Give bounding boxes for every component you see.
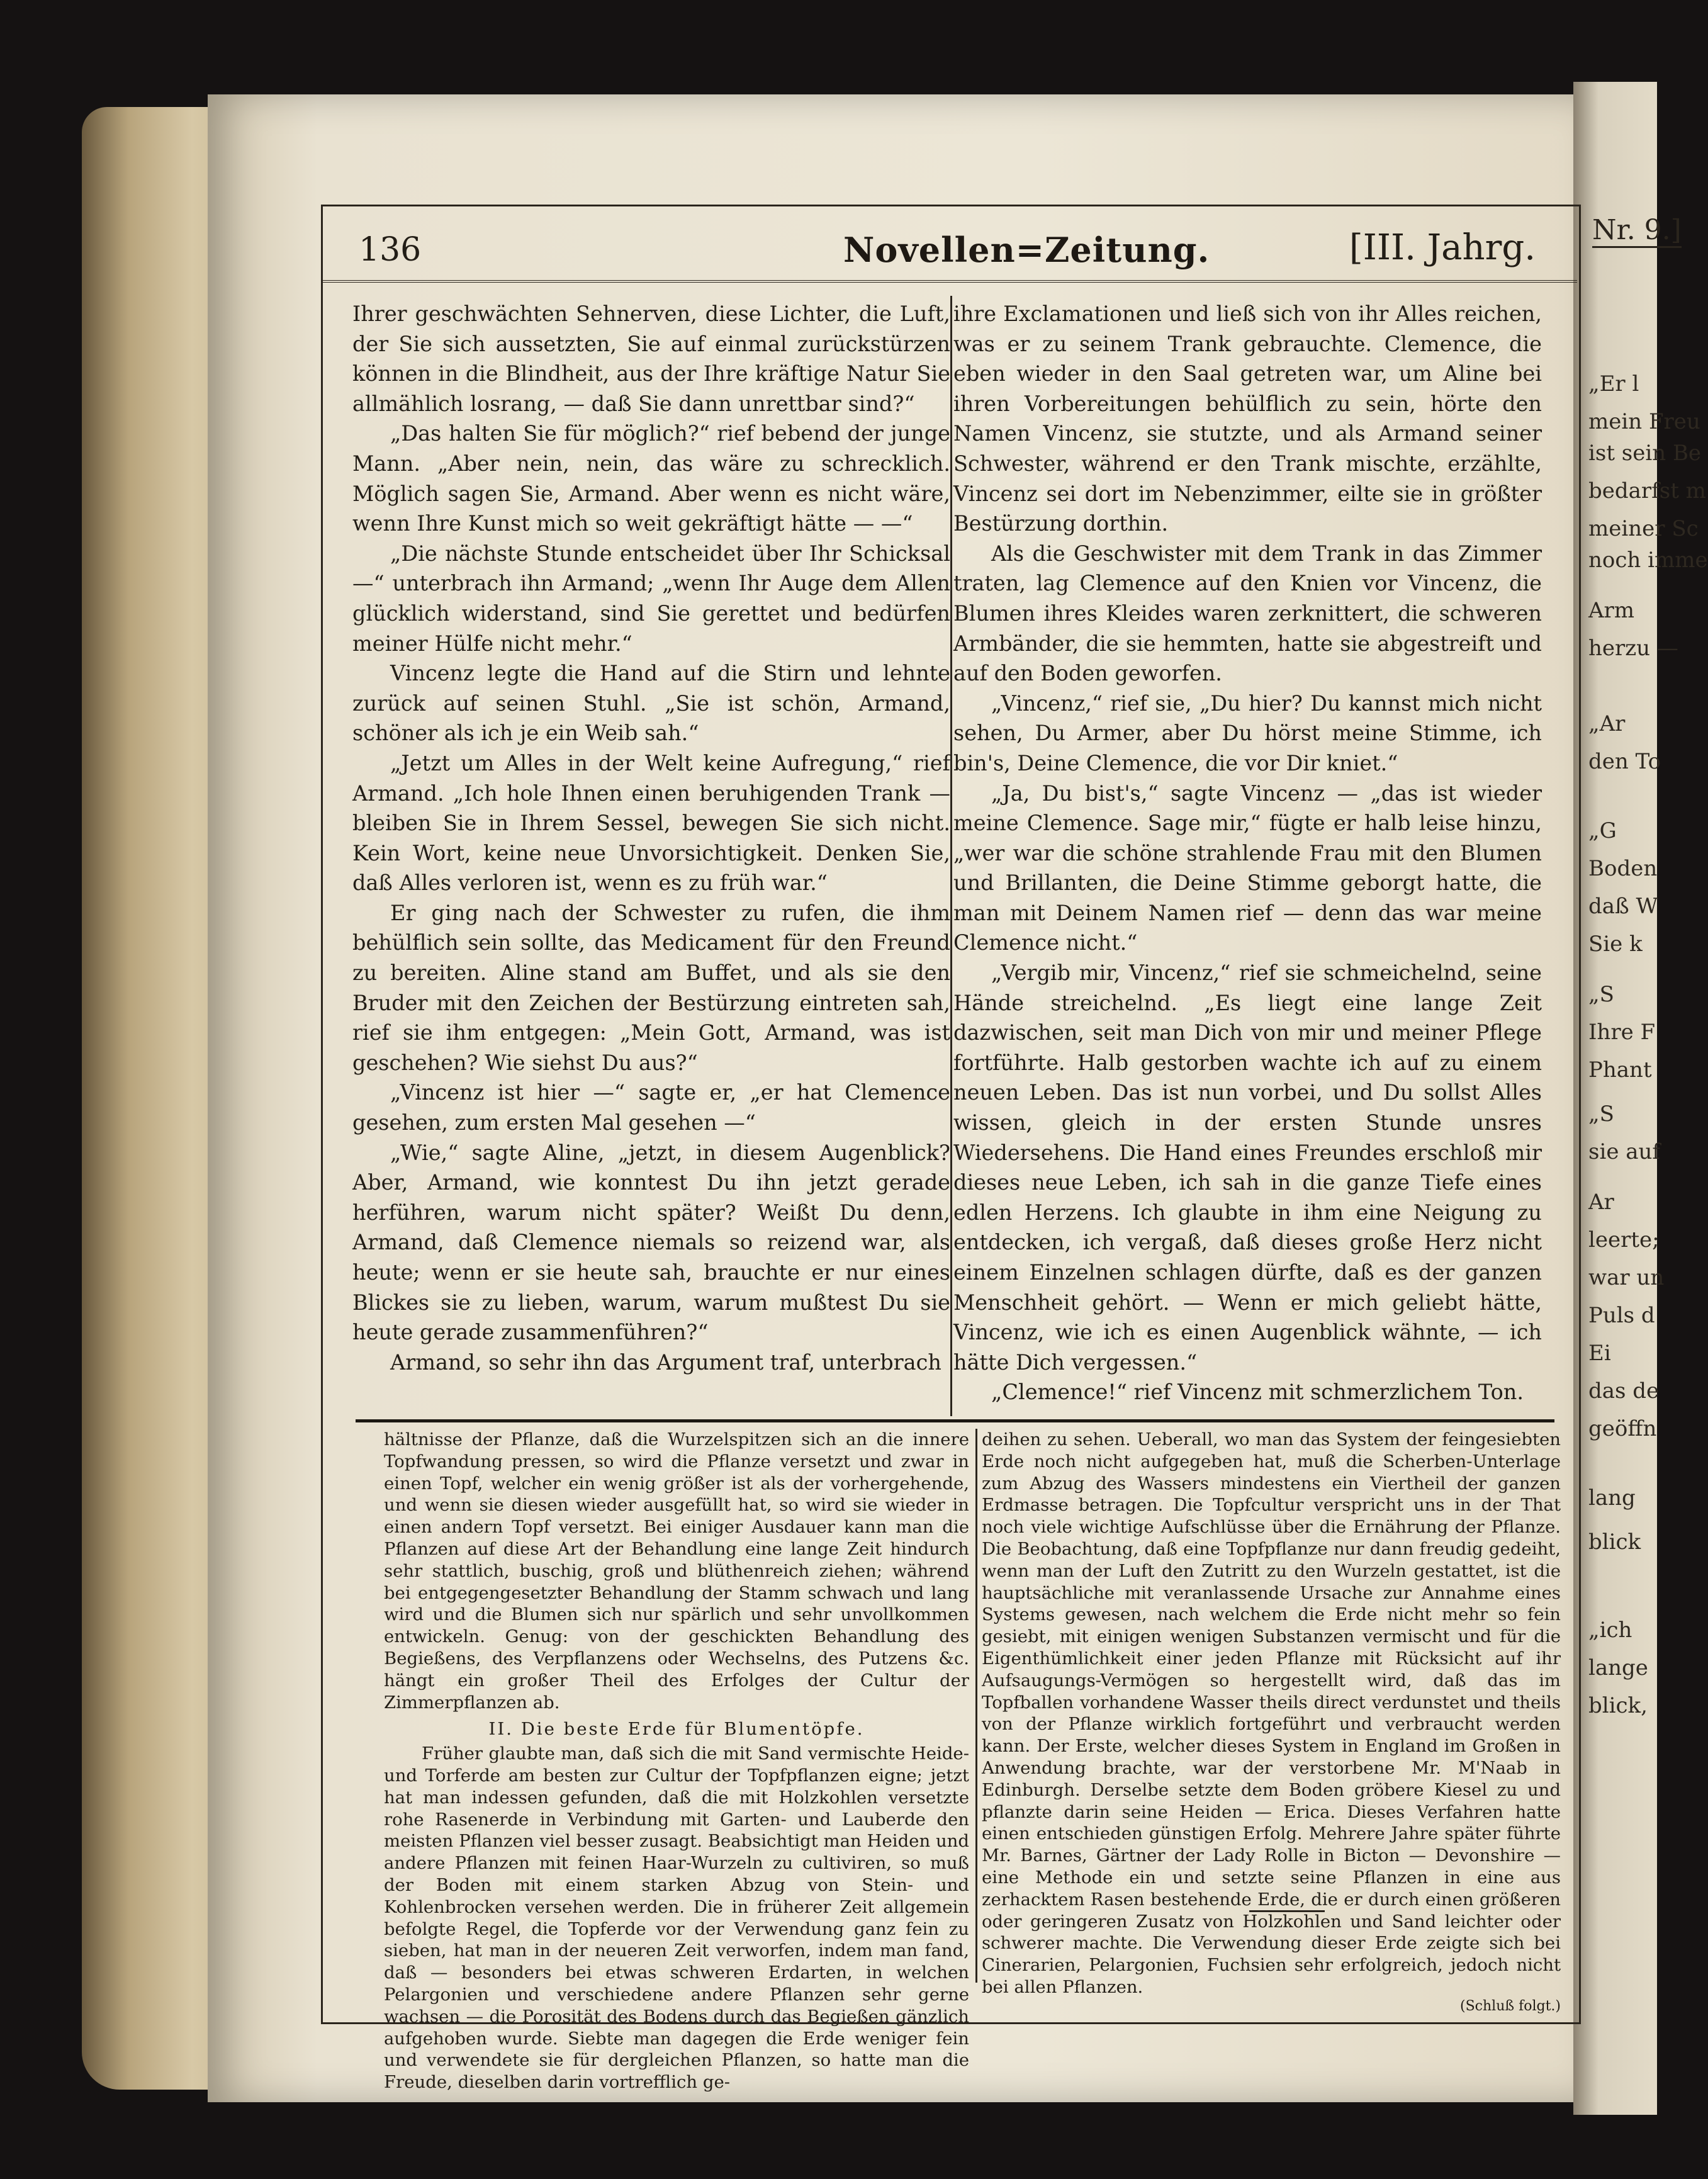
right-page-text-fragment: den To — [1588, 749, 1661, 774]
story-paragraph: „Wie,“ sagte Aline, „jetzt, in diesem Augenblick? Aber, Armand, wie konntest Du ihn jetzt gerade herführen, warum nicht später? Weißt Du denn, Armand, daß Clemence niemals so reizend war, als heute; wenn er sie heute sah, brauchte er nur eines Blickes sie zu lieben, warum, warum mußtest Du sie heute gerade zusammenführen?“ — [352, 1140, 950, 1345]
story-paragraph: „Das halten Sie für möglich?“ rief bebend der junge Mann. „Aber nein, nein, das wäre zu schrecklich. Möglich sagen Sie, Armand. Aber wenn es nicht wäre, wenn Ihre Kunst mich so weit gekräftigt hätte — —“ — [352, 421, 950, 536]
column-divider — [950, 296, 952, 1416]
right-page-text-fragment: „S — [1588, 1101, 1614, 1127]
right-page-text-fragment: „Er l — [1588, 371, 1639, 397]
header-rule — [321, 280, 1577, 283]
end-rule — [1249, 1910, 1325, 1912]
story-paragraph: „Die nächste Stunde entscheidet über Ihr Schicksal —“ unterbrach ihn Armand; „wenn Ihr Auge dem Allen glücklich widerstand, sind Sie gerettet und bedürfen meiner Hülfe nicht mehr.“ — [352, 541, 950, 656]
right-page-text-fragment: Ihre F — [1588, 1020, 1656, 1045]
article-paragraph: Früher glaubte man, daß sich die mit Sand vermischte Heide- und Torferde am besten zur Cultur der Topfpflanzen eigne; jetzt hat man indessen gefunden, daß die mit Holzkohlen versetzte rohe Rasenerde in Verbindung mit Garten- und Lauberde den meisten Pflanzen viel besser zusagt. Beabsichtigt man Heiden und andere Pflanzen mit feinen Haar-Wurzeln zu cultiviren, so muß der Boden mit einem starken Abzug von Stein- und Kohlenbrocken versehen werden. Die in früherer Zeit allgemein befolgte Regel, die Topferde vor der Verwendung ganz fein zu sieben, hat man in der neueren Zeit verworfen, indem man fand, daß — besonders bei etwas schweren Erdarten, in welchen Pelargonien und verschiedene andere Pflanzen sehr gerne wachsen — die Porosität des Bodens durch das Begießen gänzlich aufgehoben wurde. Siebte man dagegen die Erde weniger fein und verwendete sie für dergleichen Pflanzen, so hatte man die Freude, dieselben darin vortrefflich ge- — [384, 1743, 969, 2093]
right-page-text-fragment: daß W — [1588, 894, 1658, 919]
article-column-left — [384, 1429, 969, 2093]
page-header — [352, 223, 1536, 274]
right-page-text-fragment: blick — [1588, 1529, 1641, 1555]
story-paragraph: Vincenz legte die Hand auf die Stirn und lehnte zurück auf seinen Stuhl. „Sie ist schön, Armand, schöner als ich je ein Weib sah.“ — [352, 661, 950, 746]
right-page-text-fragment: „ich — [1588, 1618, 1632, 1643]
right-page-text-fragment: blick, — [1588, 1693, 1648, 1718]
story-paragraph: „Ja, Du bist's,“ sagte Vincenz — „das ist wieder meine Clemence. Sage mir,“ fügte er halb leise hinzu, „wer war die schöne strahlende Frau mit den Blumen und Brillanten, die Deine Stimme geborgt hatte, die man mit Deinem Namen rief — denn das war meine Clemence nicht.“ — [953, 780, 1542, 955]
story-paragraph: ihre Exclamationen und ließ sich von ihr Alles reichen, was er zu seinem Trank gebrauchte. Clemence, die eben wieder in den Saal getreten war, um Aline bei ihren Vorbereitungen behülflich zu sein, hörte den Namen Vincenz, sie stutzte, und als Armand seiner Schwester, während er den Trank mischte, erzählte, Vincenz sei dort im Nebenzimmer, eilte sie in größter Bestürzung dorthin. — [953, 301, 1542, 536]
right-page-text-fragment: Boden — [1588, 856, 1658, 881]
right-page-text-fragment: sie auf — [1588, 1139, 1661, 1164]
right-page-text-fragment: „Ar — [1588, 711, 1626, 736]
right-page-text-fragment: ist sein Be — [1588, 441, 1702, 466]
story-column-left — [352, 299, 950, 1377]
article-column-right — [982, 1429, 1561, 2018]
right-page-text-fragment: geöffn — [1588, 1416, 1657, 1441]
column-divider — [975, 1429, 977, 1983]
volume-label: [III. Jahrg. — [1349, 227, 1536, 268]
story-paragraph: „Jetzt um Alles in der Welt keine Aufregung,“ rief Armand. „Ich hole Ihnen einen beruhigenden Trank — bleiben Sie in Ihrem Sessel, bewegen Sie sich nicht. Kein Wort, keine neue Unvorsichtigkeit. Denken Sie, daß Alles verloren ist, wenn es zu früh war.“ — [352, 750, 950, 896]
right-page-text-fragment: das de — [1588, 1378, 1660, 1404]
right-page-text-fragment: „G — [1588, 818, 1617, 843]
section-divider — [356, 1419, 1554, 1422]
story-paragraph: Ihrer geschwächten Sehnerven, diese Lichter, die Luft, der Sie sich aussetzten, Sie auf einmal zurückstürzen können in die Blindheit, aus der Ihre kräftige Natur Sie allmählich losrang, — daß Sie dann unrettbar sind?“ — [352, 301, 950, 416]
story-paragraph: „Vergib mir, Vincenz,“ rief sie schmeichelnd, seine Hände streichelnd. „Es liegt eine lange Zeit dazwischen, seit man Dich von mir und meiner Pflege fortführte. Halb gestorben wachte ich auf zu einem neuen Leben. Das ist nun vorbei, und Du sollst Alles wissen, gleich in der ersten Stunde unsres Wiedersehens. Die Hand eines Freundes erschloß mir dieses neue Leben, ich sah in die ganze Tiefe eines edlen Herzens. Ich glaubte in ihm eine Neigung zu entdecken, ich vergaß, daß dieses große Herz nicht einem Einzelnen schlagen dürfte, daß es der ganzen Menschheit gehört. — Wenn er mich geliebt hätte, Vincenz, wie ich es einen Augenblick wähnte, — ich hätte Dich vergessen.“ — [953, 960, 1542, 1375]
right-page-text-fragment: lang — [1588, 1485, 1636, 1511]
right-page-text-fragment: Phant — [1588, 1057, 1652, 1083]
right-page-text-fragment: herzu — — [1588, 636, 1678, 661]
story-paragraph: Armand, so sehr ihn das Argument traf, unterbrach — [390, 1349, 941, 1375]
story-paragraph: Als die Geschwister mit dem Trank in das Zimmer traten, lag Clemence auf den Knien vor Vincenz, die Blumen ihres Kleides waren zerknittert, die schweren Armbänder, die sie hemmten, hatte sie abgestreift und auf den Boden geworfen. — [953, 541, 1542, 686]
continued-note: (Schluß folgt.) — [1460, 1998, 1561, 2014]
right-page-fragment — [1573, 82, 1708, 2115]
right-page-text-fragment: „S — [1588, 982, 1614, 1007]
story-column-right — [953, 299, 1542, 1407]
right-page-text-fragment: mein Freu — [1588, 409, 1700, 434]
right-page-text-fragment: Ar — [1588, 1190, 1614, 1215]
story-paragraph: „Vincenz,“ rief sie, „Du hier? Du kannst mich nicht sehen, Du Armer, aber Du hörst meine Stimme, ich bin's, Deine Clemence, die vor Dir kniet.“ — [953, 690, 1542, 775]
right-page-text-fragment: Sie k — [1588, 932, 1643, 957]
right-page-header: Nr. 9.] — [1592, 214, 1682, 248]
story-paragraph: „Vincenz ist hier —“ sagte er, „er hat Clemence gesehen, zum ersten Mal gesehen —“ — [352, 1080, 950, 1135]
right-page-text-fragment: lange — [1588, 1655, 1648, 1681]
story-paragraph: „Clemence!“ rief Vincenz mit schmerzlichem Ton. — [991, 1380, 1524, 1405]
page-number: 136 — [359, 231, 422, 269]
right-page-text-fragment: Arm — [1588, 598, 1635, 623]
right-page-text-fragment: war un — [1588, 1265, 1665, 1290]
article-subheading: II. Die beste Erde für Blumentöpfe. — [488, 1719, 865, 1740]
right-page-text-fragment: Ei — [1588, 1341, 1611, 1366]
right-page-text-fragment: noch imme — [1588, 548, 1708, 573]
right-page-text-fragment: Puls d — [1588, 1303, 1655, 1328]
running-title: Novellen=Zeitung. — [843, 230, 1210, 270]
article-paragraph: hältnisse der Pflanze, daß die Wurzelspitzen sich an die innere Topfwandung pressen, so wird die Pflanze versetzt und zwar in einen Topf, welcher ein wenig größer ist als der vorhergehende, und wenn sie diesen wieder ausgefüllt hat, so wird sie wieder in einen andern Topf versetzt. Bei einiger Ausdauer kann man die Pflanzen auf diese Art der Behandlung eine lange Zeit hindurch sehr stattlich, buschig, groß und blüthenreich ziehen; während bei entgegengesetzter Behandlung der Stamm schwach und lang wird und die Blumen sich nur spärlich und sehr unvollkommen entwickeln. Genug: von der geschickten Behandlung des Begießens, des Verpflanzens oder Wechselns, des Putzens &c. hängt ein großer Theil des Erfolges der Cultur der Zimmerpflanzen ab. — [384, 1429, 969, 1713]
right-page-text-fragment: meiner Sc — [1588, 516, 1699, 541]
right-page-text-fragment: bedarfst m — [1588, 478, 1706, 504]
story-paragraph: Er ging nach der Schwester zu rufen, die ihm behülflich sein sollte, das Medicament für den Freund zu bereiten. Aline stand am Buffet, und als sie den Bruder mit den Zeichen der Bestürzung eintreten sah, rief sie ihm entgegen: „Mein Gott, Armand, was ist geschehen? Wie siehst Du aus?“ — [352, 900, 950, 1075]
right-page-text-fragment: leerte; — [1588, 1227, 1660, 1253]
article-paragraph: deihen zu sehen. Ueberall, wo man das System der feingesiebten Erde noch nicht aufgegeben hat, muß die Scherben-Unterlage zum Abzug des Wassers mindestens ein Viertheil der ganzen Erdmasse betragen. Die Topfcultur verspricht uns in der That noch viele wichtige Aufschlüsse über die Ernährung der Pflanze. Die Beobachtung, daß eine Topfpflanze nur dann freudig gedeiht, wenn man der Luft den Zutritt zu den Wurzeln gestattet, ist die hauptsächliche mit veranlassende Ursache zur Annahme eines Systems gewesen, nach welchem die Erde nicht mehr so fein gesiebt, mit einigen wenigen Substanzen vermischt und für die Eigenthümlichkeit einer jeden Pflanze mit Rücksicht auf ihr Aufsaugungs-Vermögen so hergestellt wird, daß das im Topfballen vorhandene Wasser theils direct verdunstet und theils von der Pflanze wirklich fortgeführt und verbraucht werden kann. Der Erste, welcher dieses System in England im Großen in Anwendung brachte, war der verstorbene Mr. M'Naab in Edinburgh. Derselbe setzte dem Boden gröbere Kiesel zu und pflanzte darin seine Heiden — Erica. Dieses Verfahren hatte einen entschieden günstigen Erfolg. Mehrere Jahre später führte Mr. Barnes, Gärtner der Lady Rolle in Bicton — Devonshire — eine Methode ein und setzte seine Pflanzen in eine aus zerhacktem Rasen bestehende Erde, die er durch einen größeren oder geringeren Zusatz von Holzkohlen und Sand leichter oder schwerer machte. Die Verwendung dieser Erde zeigte sich bei Cinerarien, Pelargonien, Fuchsien sehr erfolgreich, jedoch nicht bei allen Pflanzen. — [982, 1429, 1561, 1997]
